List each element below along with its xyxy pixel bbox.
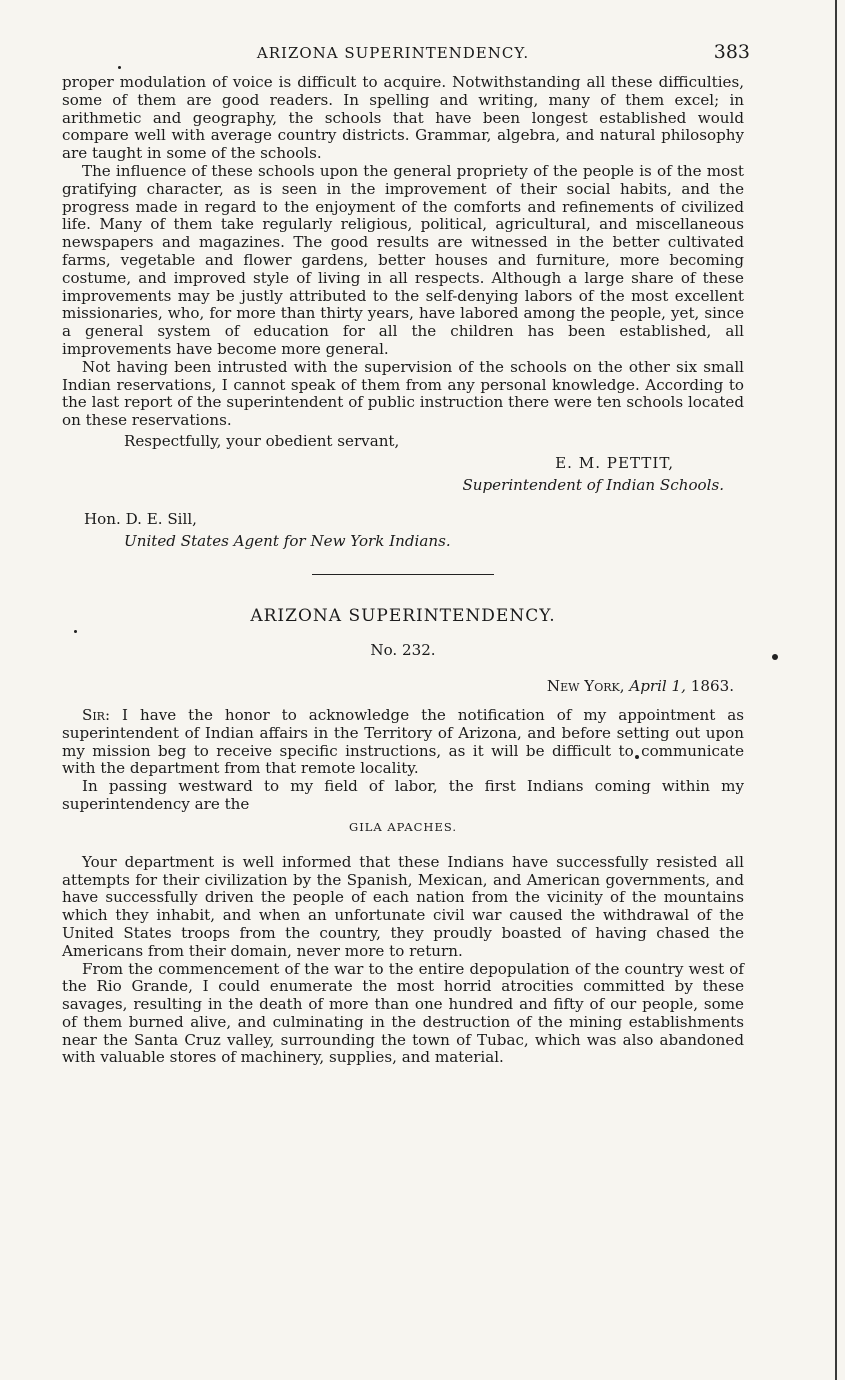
dateline-place: New York, [546,676,625,695]
addressee-name: Hon. D. E. Sill, [84,509,197,528]
body-paragraph [62,707,744,778]
dateline-month-day: April 1, [629,676,686,695]
body-paragraph: In passing westward to my field of labor, the first Indians coming within my superintendency are the [62,777,744,813]
signer-title: Superintendent of Indian Schools. [462,475,724,494]
body-paragraph: Your department is well informed that these Indians have successfully resisted all attempts for their civilization by the Spanish, Mexican, and American governments, and have successfully driven the people of each nation from the vicinity of the mountains which they inhabit, and when an unfortunate civil war caused the withdrawal of the United States troops from the country, they proudly boasted of having chased the Americans from their domain, never more to return. [62,852,744,960]
dateline-year: 1863. [690,676,734,695]
salutation: Sir: [82,705,111,724]
addressee-title: United States Agent for New York Indians. [124,531,451,550]
document-number: No. 232. [370,640,436,659]
running-head [62,36,750,70]
letter-closing: Respectfully, your obedient servant, [124,431,400,450]
body-paragraph-text: I have the honor to acknowledge the notification of my appointment as superintendent of Indian affairs in the Territory of Arizona, and before setting out upon my mission beg to receive specific instructions, as it will be difficult to communicate with the department from that remote locality. [62,705,744,778]
page-content [62,36,750,1067]
section-divider [312,574,494,575]
body-paragraph: proper modulation of voice is difficult to acquire. Notwithstanding all these difficulties, some of them are good readers. In spelling and writing, many of them excel; in arithmetic and geography, the schools that have been longest established would compare well with average country districts. Grammar, algebra, and natural philosophy are taught in some of the schools. [62,73,744,163]
ink-speck [772,654,778,660]
running-title: ARIZONA SUPERINTENDENCY. [256,44,530,62]
signer-name: E. M. PETTIT, [555,453,674,472]
page-number: 383 [713,41,750,63]
section-heading: ARIZONA SUPERINTENDENCY. [250,605,556,626]
dateline [62,675,744,697]
body-paragraph: The influence of these schools upon the general propriety of the people is of the most gratifying character, as is seen in the improvement of their social habits, and the progress made in regard to the enjoyment of the comforts and refinements of civilized life. Many of them take regularly religious, political, agricultural, and miscellaneous newspapers and magazines. The good results are witnessed in the better cultivated farms, vegetable and flower gardens, better houses and furniture, more becoming costume, and improved style of living in all respects. Although a large share of these improvements may be justly attributed to the self-denying labors of the most excellent missionaries, who, for more than thirty years, have labored among the people, yet, since a general system of education for all the children has been established, all improvements have become more general. [62,161,744,358]
body-paragraph: From the commencement of the war to the entire depopulation of the country west of the Rio Grande, I could enumerate the most horrid atrocities committed by these savages, resulting in the death of more than one hundred and fifty of our people, some of them burned alive, and culminating in the destruction of the mining establishments near the Santa Cruz valley, surrounding the town of Tubac, which was also abandoned with valuable stores of machinery, supplies, and material. [62,959,744,1067]
subheading: GILA APACHES. [349,819,457,834]
body-paragraph: Not having been intrusted with the supervision of the schools on the other six small Indian reservations, I cannot speak of them from any personal knowledge. According to the last report of the superintendent of public instruction there were ten schools located on these reservations. [62,357,744,430]
